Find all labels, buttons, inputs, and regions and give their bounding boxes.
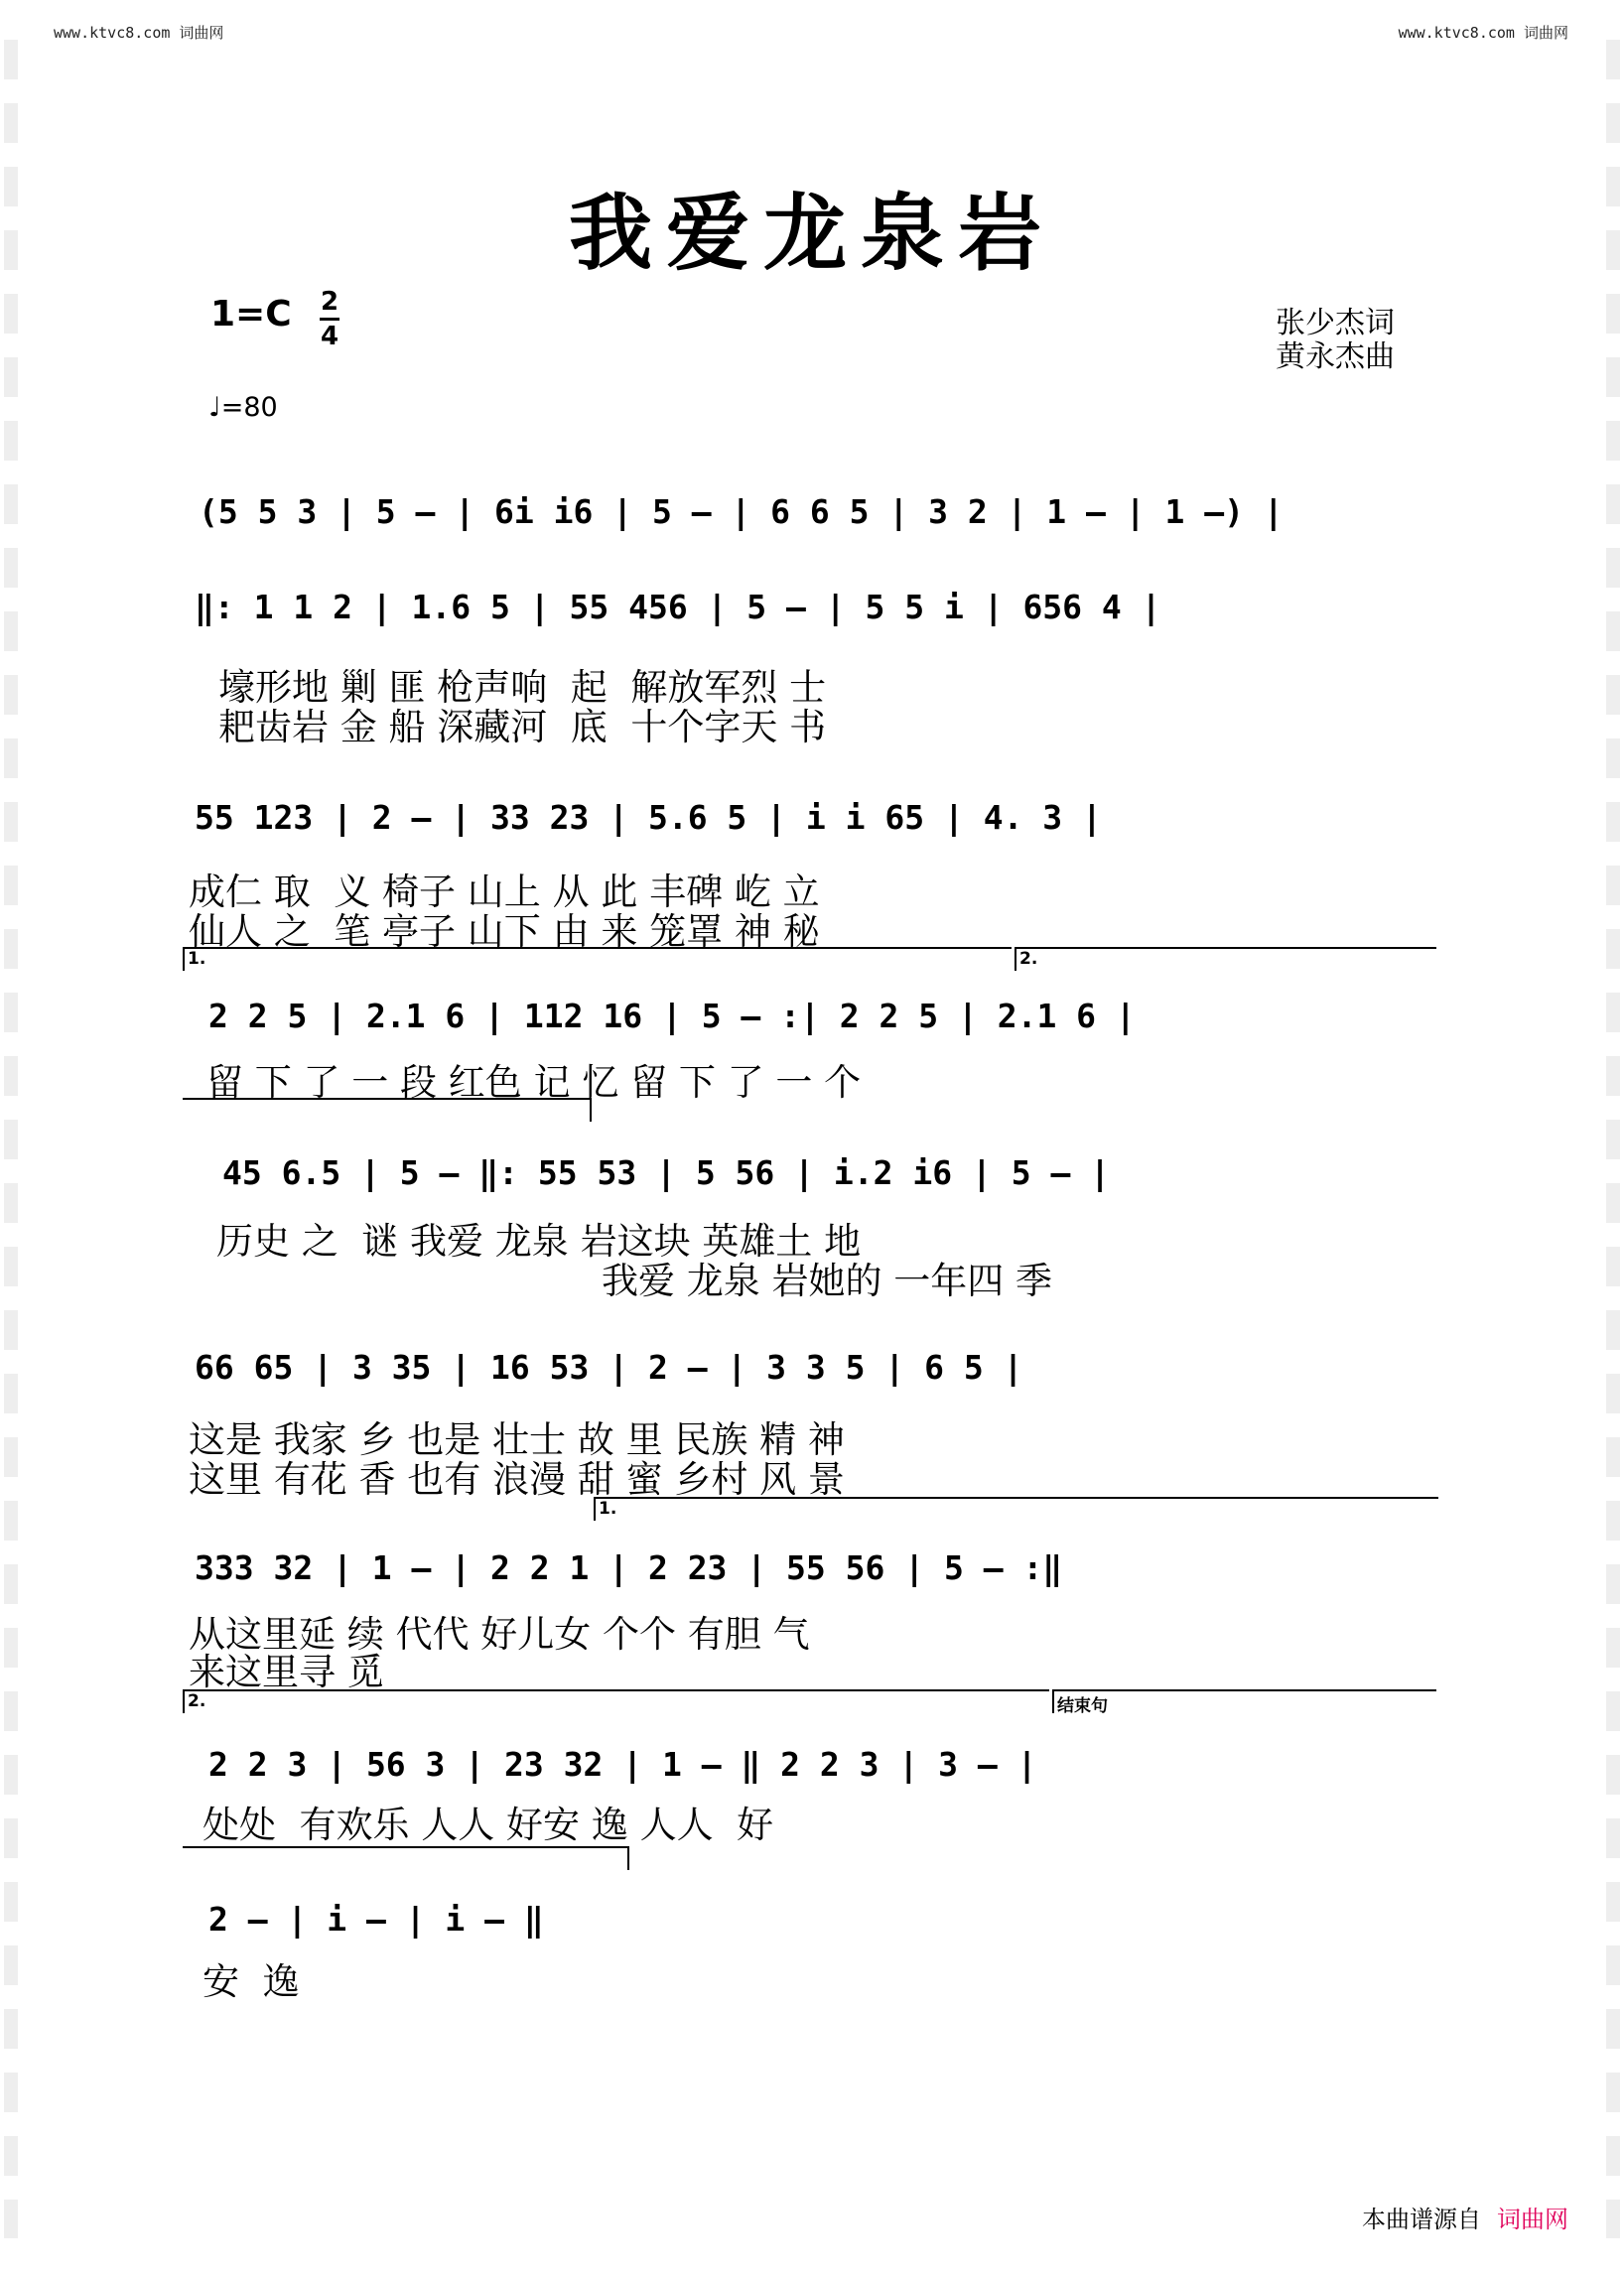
note-line: [185, 784, 1439, 844]
notes-measures-5: 45 6.5 | 5 – ‖: 55 53 | 5 56 | i.2 i6 | 5 – |: [222, 1153, 1111, 1192]
notes-measures-1: (5 5 3 | 5 – | 6i i6 | 5 – | 6 6 5 | 3 2 | 1 – | 1 –) |: [199, 492, 1284, 531]
lyricist-credit: 张少杰词: [1276, 306, 1395, 340]
volta-second-ending-close: [183, 1846, 629, 1870]
score-row-2: [185, 574, 1439, 748]
source-footer: [1362, 2200, 1568, 2234]
lyrics-verse-2: 这里 有花 香 也有 浪漫 甜 蜜 乡村 风 景: [189, 1458, 845, 1501]
lyrics-verse-2: 来这里寻 觅: [189, 1651, 384, 1693]
note-line: [185, 478, 1439, 538]
note-line: [185, 1139, 1439, 1199]
volta-second-ending-2: 2.: [183, 1689, 1049, 1713]
volta-first-ending: 1.: [183, 947, 1012, 971]
tempo-mark: ♩=80: [208, 392, 278, 423]
note-line: [185, 983, 1439, 1042]
note-line: [185, 1334, 1439, 1394]
notes-measures-6: 66 65 | 3 35 | 16 53 | 2 – | 3 3 5 | 6 5 |: [195, 1348, 1023, 1387]
score-row-7: [185, 1535, 1439, 1703]
notes-measures-7: 333 32 | 1 – | 2 2 1 | 2 23 | 55 56 | 5 – :‖: [195, 1548, 1063, 1587]
score-row-6: [185, 1334, 1439, 1503]
lyrics-verse-1: 处处 有欢乐 人人 好安 逸 人人 好: [203, 1804, 774, 1846]
score-row-5: [185, 1139, 1439, 1308]
volta-second-ending: 2.: [1015, 947, 1436, 971]
lyrics-verse-1: 留 下 了 一 段 红色 记 忆 留 下 了 一 个: [206, 1061, 862, 1104]
side-watermark-band-left: [4, 40, 18, 2238]
site-watermark-right: www.ktvc8.com 词曲网: [1398, 24, 1568, 42]
score-row-1: [185, 478, 1439, 548]
score-row-8: [185, 1731, 1439, 1846]
lyrics-verse-1: 壕形地 剿 匪 枪声响 起 解放军烈 士: [218, 666, 827, 709]
site-watermark-left: www.ktvc8.com 词曲网: [54, 24, 224, 42]
score-row-3: [185, 784, 1439, 953]
note-line: [185, 1535, 1439, 1594]
note-line: [185, 574, 1439, 633]
note-line: [185, 1886, 1439, 1945]
time-signature-top: 2: [320, 287, 339, 317]
notes-measures-3: 55 123 | 2 – | 33 23 | 5.6 5 | i i 65 | 4. 3 |: [195, 798, 1102, 837]
lyrics-verse-2: 我爱 龙泉 岩她的 一年四 季: [602, 1260, 1053, 1302]
time-signature-bottom: 4: [320, 322, 339, 351]
score-row-9: [185, 1886, 1439, 2005]
lyrics-verse-2: 仙人 之 笔 亭子 山下 由 来 笼罩 神 秘: [189, 910, 820, 953]
volta-first-ending-close: [183, 1098, 592, 1122]
lyrics-verse-1: 从这里延 续 代代 好儿女 个个 有胆 气: [189, 1613, 810, 1656]
score-row-4: [185, 983, 1439, 1104]
lyrics-verse-1: 安 逸: [203, 1960, 300, 2003]
key-signature: 1=C: [210, 294, 292, 335]
side-watermark-band-right: [1606, 40, 1620, 2238]
lyrics-verse-1: 成仁 取 义 椅子 山上 从 此 丰碑 屹 立: [189, 871, 820, 913]
time-signature: [320, 288, 339, 350]
composer-credit: 黄永杰曲: [1276, 339, 1395, 374]
lyrics-verse-1: 这是 我家 乡 也是 壮士 故 里 民族 精 神: [189, 1418, 845, 1461]
song-title: 我爱龙泉岩: [568, 185, 1055, 282]
source-label: 本曲谱源自: [1362, 2206, 1481, 2233]
notes-measures-8: 2 2 3 | 56 3 | 23 32 | 1 – ‖ 2 2 3 | 3 – |: [208, 1745, 1037, 1784]
notes-measures-4: 2 2 5 | 2.1 6 | 112 16 | 5 – :| 2 2 5 | 2.1 6 |: [208, 997, 1136, 1035]
notes-measures-9: 2 – | i – | i – ‖: [208, 1900, 544, 1939]
ending-phrase-marker: 结束句: [1052, 1689, 1436, 1713]
notes-measures-2: ‖: 1 1 2 | 1.6 5 | 55 456 | 5 – | 5 5 i | 656 4 |: [195, 588, 1161, 626]
lyrics-verse-2: 耙齿岩 金 船 深藏河 底 十个字天 书: [218, 706, 827, 748]
volta-first-ending-2: 1.: [594, 1497, 1438, 1521]
source-brand-link[interactable]: 词曲网: [1497, 2206, 1568, 2233]
note-line: [185, 1731, 1439, 1791]
lyrics-verse-1: 历史 之 谜 我爱 龙泉 岩这块 英雄土 地: [216, 1220, 862, 1263]
